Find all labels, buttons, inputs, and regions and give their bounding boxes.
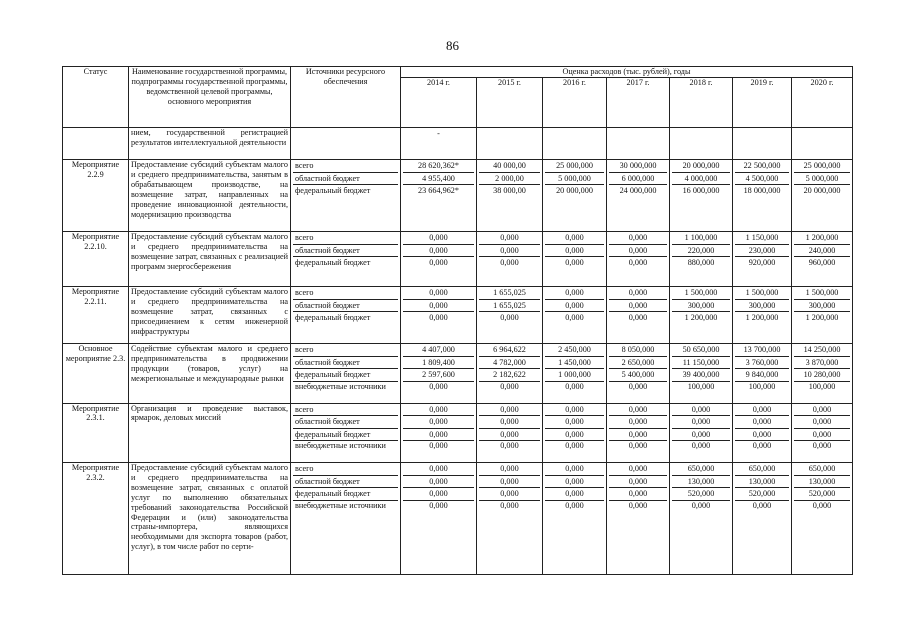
- header-year: 2018 г.: [670, 78, 733, 128]
- value-line: 0,000: [500, 313, 519, 322]
- value-line: 18 000,000: [743, 186, 781, 195]
- source-line: областной бюджет: [293, 173, 398, 186]
- value-cell: [401, 232, 477, 287]
- value-cell: [401, 403, 477, 463]
- value-line: 40 000,00: [479, 160, 540, 173]
- value-line: 3 870,000: [794, 357, 850, 370]
- value-line: 4 500,000: [735, 173, 789, 186]
- value-line: 0,000: [609, 245, 667, 258]
- value-cell: [733, 463, 792, 575]
- value-line: 23 664,962*: [418, 186, 459, 195]
- value-line: 0,000: [545, 463, 604, 476]
- value-line: 300,000: [794, 300, 850, 313]
- value-line: 0,000: [429, 381, 448, 391]
- value-line: 24 000,000: [619, 186, 657, 195]
- value-cell: [543, 128, 607, 160]
- value-line: 0,000: [429, 441, 448, 450]
- value-line: 520,000: [672, 488, 730, 501]
- value-line: 22 500,000: [735, 160, 789, 173]
- value-line: 9 840,000: [735, 369, 789, 382]
- value-line: [479, 128, 540, 140]
- header-year: 2014 г.: [401, 78, 477, 128]
- source-line: внебюджетные источники: [295, 441, 386, 450]
- value-cell: [543, 403, 607, 463]
- value-line: 0,000: [545, 287, 604, 300]
- value-line: 0,000: [609, 463, 667, 476]
- header-year: 2020 г.: [792, 78, 853, 128]
- value-line: 25 000,000: [545, 160, 604, 173]
- value-line: 1 200,000: [745, 313, 779, 322]
- value-cell: [543, 463, 607, 575]
- name-cell: Предоставление субсидий субъектам малого и среднего предпринимательства на возмещение затрат, связанных с реализацией программ энергосбережения: [129, 232, 291, 287]
- value-line: 30 000,000: [609, 160, 667, 173]
- value-line: 920,000: [748, 258, 776, 267]
- table-row: [63, 160, 853, 232]
- value-line: 0,000: [609, 416, 667, 429]
- status-cell: Мероприятие 2.3.1.: [63, 403, 129, 463]
- value-line: 50 650,000: [672, 344, 730, 357]
- value-line: 520,000: [735, 488, 789, 501]
- value-cell: [607, 128, 670, 160]
- value-line: 1 450,000: [545, 357, 604, 370]
- value-cell: [543, 287, 607, 344]
- value-line: 960,000: [808, 258, 836, 267]
- value-line: 2 450,000: [545, 344, 604, 357]
- value-cell: [733, 403, 792, 463]
- source-line: всего: [293, 232, 398, 245]
- header-status: Статус: [63, 67, 129, 128]
- value-cell: [607, 232, 670, 287]
- value-cell: [543, 344, 607, 404]
- value-line: 0,000: [735, 429, 789, 442]
- value-line: 0,000: [691, 500, 711, 510]
- value-cell: [670, 160, 733, 232]
- status-cell: Мероприятие 2.2.10.: [63, 232, 129, 287]
- value-line: 0,000: [479, 404, 540, 417]
- source-cell: [291, 128, 401, 160]
- value-line: 0,000: [545, 476, 604, 489]
- value-line: 0,000: [479, 245, 540, 258]
- value-line: 0,000: [545, 416, 604, 429]
- value-cell: [792, 128, 853, 160]
- value-line: 8 050,000: [609, 344, 667, 357]
- value-line: 20 000,000: [556, 186, 593, 195]
- value-line: 0,000: [403, 463, 474, 476]
- value-line: 1 655,025: [479, 300, 540, 313]
- value-cell: [543, 232, 607, 287]
- source-cell: [291, 287, 401, 344]
- value-line: 10 280,000: [794, 369, 850, 382]
- source-line: внебюджетные источники: [295, 381, 386, 391]
- name-cell: Организация и проведение выставок, ярмарок, деловых миссий: [129, 403, 291, 463]
- header-year: 2016 г.: [543, 78, 607, 128]
- status-cell: [63, 128, 129, 160]
- value-line: 650,000: [672, 463, 730, 476]
- source-cell: [291, 403, 401, 463]
- value-line: 0,000: [500, 441, 519, 450]
- value-line: 520,000: [794, 488, 850, 501]
- value-cell: [792, 287, 853, 344]
- value-line: 1 500,000: [735, 287, 789, 300]
- status-cell: Мероприятие 2.2.11.: [63, 287, 129, 344]
- value-line: 0,000: [403, 416, 474, 429]
- value-cell: [733, 128, 792, 160]
- source-line: федеральный бюджет: [293, 369, 398, 382]
- source-line: федеральный бюджет: [293, 488, 398, 501]
- value-cell: [477, 403, 543, 463]
- value-line: 4 000,000: [672, 173, 730, 186]
- header-year: 2019 г.: [733, 78, 792, 128]
- value-line: 0,000: [609, 488, 667, 501]
- value-cell: [401, 287, 477, 344]
- status-cell: Основное мероприятие 2.3.: [63, 344, 129, 404]
- source-cell: [291, 344, 401, 404]
- header-year: 2015 г.: [477, 78, 543, 128]
- name-cell: Предоставление субсидий субъектам малого и среднего предпринимательства, занятым в обрабатывающем производстве, на возмещение затрат, направленных на проведение инновационной деятельности, модернизацию производства: [129, 160, 291, 232]
- budget-table: [62, 66, 853, 575]
- value-line: 4 407,000: [403, 344, 474, 357]
- value-cell: [477, 344, 543, 404]
- value-line: 0,000: [500, 381, 519, 391]
- value-line: 2 650,000: [609, 357, 667, 370]
- value-line: 130,000: [794, 476, 850, 489]
- source-line: федеральный бюджет: [295, 186, 371, 195]
- value-line: 1 200,000: [805, 313, 839, 322]
- value-line: [545, 128, 604, 140]
- value-line: 11 150,000: [672, 357, 730, 370]
- value-line: 0,000: [545, 245, 604, 258]
- value-line: 880,000: [687, 258, 715, 267]
- source-line: областной бюджет: [293, 416, 398, 429]
- value-cell: [401, 128, 477, 160]
- table-row: [63, 344, 853, 404]
- value-cell: [401, 344, 477, 404]
- value-cell: [477, 160, 543, 232]
- value-line: 230,000: [735, 245, 789, 258]
- value-line: 0,000: [545, 488, 604, 501]
- source-line: областной бюджет: [293, 245, 398, 258]
- value-line: 1 200,000: [684, 313, 718, 322]
- value-line: 1 809,400: [403, 357, 474, 370]
- value-line: 1 100,000: [672, 232, 730, 245]
- value-line: 0,000: [403, 476, 474, 489]
- value-line: 0,000: [794, 404, 850, 417]
- value-line: 0,000: [429, 313, 448, 322]
- value-line: 2 182,622: [479, 369, 540, 382]
- value-cell: [670, 232, 733, 287]
- value-cell: [477, 463, 543, 575]
- value-line: 14 250,000: [794, 344, 850, 357]
- value-line: 2 000,00: [479, 173, 540, 186]
- value-line: -: [437, 129, 440, 138]
- value-line: 0,000: [545, 404, 604, 417]
- value-line: 0,000: [628, 258, 648, 267]
- value-line: 0,000: [545, 429, 604, 442]
- value-line: 0,000: [565, 381, 584, 391]
- value-line: 0,000: [479, 488, 540, 501]
- value-line: 1 200,000: [794, 232, 850, 245]
- value-line: 0,000: [735, 416, 789, 429]
- value-line: 0,000: [403, 287, 474, 300]
- name-cell: Предоставление субсидий субъектам малого и среднего предпринимательства на возмещение затрат, связанных с оплатой услуг по выполнению обязательных требований законодательства Российской Федерации и (или) законодательства страны-импортера, являющихся необходимыми для экспорта товаров (работ, услуг), в том числе работ по серти-: [129, 463, 291, 575]
- value-cell: [477, 128, 543, 160]
- value-line: 0,000: [565, 500, 584, 510]
- value-line: 0,000: [794, 429, 850, 442]
- value-line: 3 760,000: [735, 357, 789, 370]
- value-line: 130,000: [672, 476, 730, 489]
- value-line: 0,000: [479, 429, 540, 442]
- source-cell: [291, 232, 401, 287]
- value-line: 0,000: [565, 313, 584, 322]
- table-row: [63, 403, 853, 463]
- value-cell: [792, 160, 853, 232]
- value-line: 38 000,00: [493, 186, 526, 195]
- value-line: 0,000: [545, 232, 604, 245]
- value-line: 100,000: [687, 381, 715, 391]
- value-line: 0,000: [403, 404, 474, 417]
- value-line: 0,000: [565, 441, 584, 450]
- source-line: федеральный бюджет: [295, 313, 371, 322]
- value-cell: [670, 287, 733, 344]
- value-line: 0,000: [672, 416, 730, 429]
- value-line: 0,000: [812, 441, 832, 450]
- value-line: 300,000: [735, 300, 789, 313]
- value-cell: [733, 232, 792, 287]
- source-line: всего: [293, 287, 398, 300]
- value-line: 1 150,000: [735, 232, 789, 245]
- name-cell: Содействие субъектам малого и среднего предпринимательства в продвижении продукции (товаров, услуг) на межрегиональные и международные рынки: [129, 344, 291, 404]
- value-line: 6 964,622: [479, 344, 540, 357]
- value-cell: [607, 160, 670, 232]
- value-cell: [733, 287, 792, 344]
- value-cell: [607, 403, 670, 463]
- value-cell: [477, 232, 543, 287]
- value-line: 0,000: [479, 476, 540, 489]
- value-line: [794, 128, 850, 140]
- value-line: 100,000: [748, 381, 776, 391]
- source-line: федеральный бюджет: [293, 429, 398, 442]
- status-cell: Мероприятие 2.2.9: [63, 160, 129, 232]
- source-line: всего: [293, 160, 398, 173]
- header-year: 2017 г.: [607, 78, 670, 128]
- source-line: областной бюджет: [293, 300, 398, 313]
- source-line: всего: [293, 404, 398, 417]
- value-line: 0,000: [429, 500, 448, 510]
- table-row: [63, 463, 853, 575]
- table-row: [63, 128, 853, 160]
- value-line: 0,000: [403, 488, 474, 501]
- value-cell: [670, 128, 733, 160]
- value-line: 0,000: [403, 232, 474, 245]
- status-cell: Мероприятие 2.3.2.: [63, 463, 129, 575]
- value-line: 20 000,000: [803, 186, 841, 195]
- value-line: 1 000,000: [545, 369, 604, 382]
- value-cell: [477, 287, 543, 344]
- value-line: 0,000: [403, 300, 474, 313]
- value-line: 130,000: [735, 476, 789, 489]
- value-line: [735, 128, 789, 140]
- source-line: внебюджетные источники: [295, 500, 386, 510]
- value-line: 0,000: [752, 441, 772, 450]
- value-line: 1 655,025: [479, 287, 540, 300]
- value-line: 0,000: [812, 500, 832, 510]
- value-line: 6 000,000: [609, 173, 667, 186]
- value-cell: [670, 403, 733, 463]
- header-sources: Источники ресурсного обеспечения: [291, 67, 401, 128]
- value-line: 0,000: [691, 441, 711, 450]
- value-cell: [733, 344, 792, 404]
- value-line: 25 000,000: [794, 160, 850, 173]
- value-line: 240,000: [794, 245, 850, 258]
- value-line: 0,000: [609, 404, 667, 417]
- value-line: 0,000: [565, 258, 584, 267]
- source-cell: [291, 160, 401, 232]
- value-line: 0,000: [429, 258, 448, 267]
- value-line: 650,000: [735, 463, 789, 476]
- value-line: 0,000: [672, 404, 730, 417]
- value-cell: [792, 463, 853, 575]
- value-cell: [792, 232, 853, 287]
- table-row: [63, 232, 853, 287]
- value-line: 300,000: [672, 300, 730, 313]
- value-line: [609, 128, 667, 140]
- value-line: 650,000: [794, 463, 850, 476]
- value-line: 0,000: [403, 429, 474, 442]
- value-line: 0,000: [545, 300, 604, 313]
- value-line: 1 500,000: [672, 287, 730, 300]
- value-line: 4 782,000: [479, 357, 540, 370]
- value-line: 16 000,000: [682, 186, 720, 195]
- source-line: областной бюджет: [293, 476, 398, 489]
- value-line: [672, 128, 730, 140]
- value-line: 5 000,000: [794, 173, 850, 186]
- source-line: [293, 128, 398, 140]
- value-line: 13 700,000: [735, 344, 789, 357]
- source-line: всего: [293, 463, 398, 476]
- value-line: 20 000,000: [672, 160, 730, 173]
- value-line: 0,000: [752, 500, 772, 510]
- value-cell: [607, 344, 670, 404]
- value-line: 0,000: [403, 245, 474, 258]
- value-line: 0,000: [628, 500, 648, 510]
- value-line: 0,000: [609, 429, 667, 442]
- value-line: 0,000: [500, 258, 519, 267]
- value-line: 0,000: [479, 463, 540, 476]
- value-line: 2 597,600: [403, 369, 474, 382]
- value-line: 5 000,000: [545, 173, 604, 186]
- value-line: 0,000: [794, 416, 850, 429]
- value-cell: [607, 287, 670, 344]
- header-name: Наименование государственной программы, подпрограммы государственной программы, ведомственной целевой программы, основного мероприятия: [129, 67, 291, 128]
- value-line: 100,000: [808, 381, 836, 391]
- source-line: федеральный бюджет: [295, 258, 371, 267]
- value-line: 0,000: [609, 287, 667, 300]
- value-line: 0,000: [735, 404, 789, 417]
- value-line: 0,000: [479, 416, 540, 429]
- source-line: всего: [293, 344, 398, 357]
- source-cell: [291, 463, 401, 575]
- value-line: 0,000: [609, 300, 667, 313]
- value-cell: [792, 403, 853, 463]
- source-line: областной бюджет: [293, 357, 398, 370]
- header-estimate: Оценка расходов (тыс. рублей), годы: [401, 67, 853, 78]
- value-cell: [401, 160, 477, 232]
- value-line: 220,000: [672, 245, 730, 258]
- name-cell: Предоставление субсидий субъектам малого и среднего предпринимательства на возмещение затрат, связанных с присоединением к сетям инженерной инфраструктуры: [129, 287, 291, 344]
- value-line: 28 620,362*: [403, 160, 474, 173]
- value-cell: [670, 463, 733, 575]
- value-line: 0,000: [628, 313, 648, 322]
- value-cell: [401, 463, 477, 575]
- value-line: 0,000: [500, 500, 519, 510]
- value-line: 0,000: [628, 441, 648, 450]
- value-line: 0,000: [479, 232, 540, 245]
- name-cell: нием, государственной регистрацией результатов интеллектуальной деятельности: [129, 128, 291, 160]
- value-cell: [670, 344, 733, 404]
- value-line: 4 955,400: [403, 173, 474, 186]
- value-cell: [733, 160, 792, 232]
- value-cell: [792, 344, 853, 404]
- value-line: 0,000: [672, 429, 730, 442]
- table-row: [63, 287, 853, 344]
- value-line: 0,000: [609, 232, 667, 245]
- value-line: 1 500,000: [794, 287, 850, 300]
- value-line: 39 400,000: [672, 369, 730, 382]
- value-cell: [607, 463, 670, 575]
- value-line: 0,000: [628, 381, 648, 391]
- page-number: 86: [446, 38, 459, 53]
- value-cell: [543, 160, 607, 232]
- value-line: 5 400,000: [609, 369, 667, 382]
- value-line: 0,000: [609, 476, 667, 489]
